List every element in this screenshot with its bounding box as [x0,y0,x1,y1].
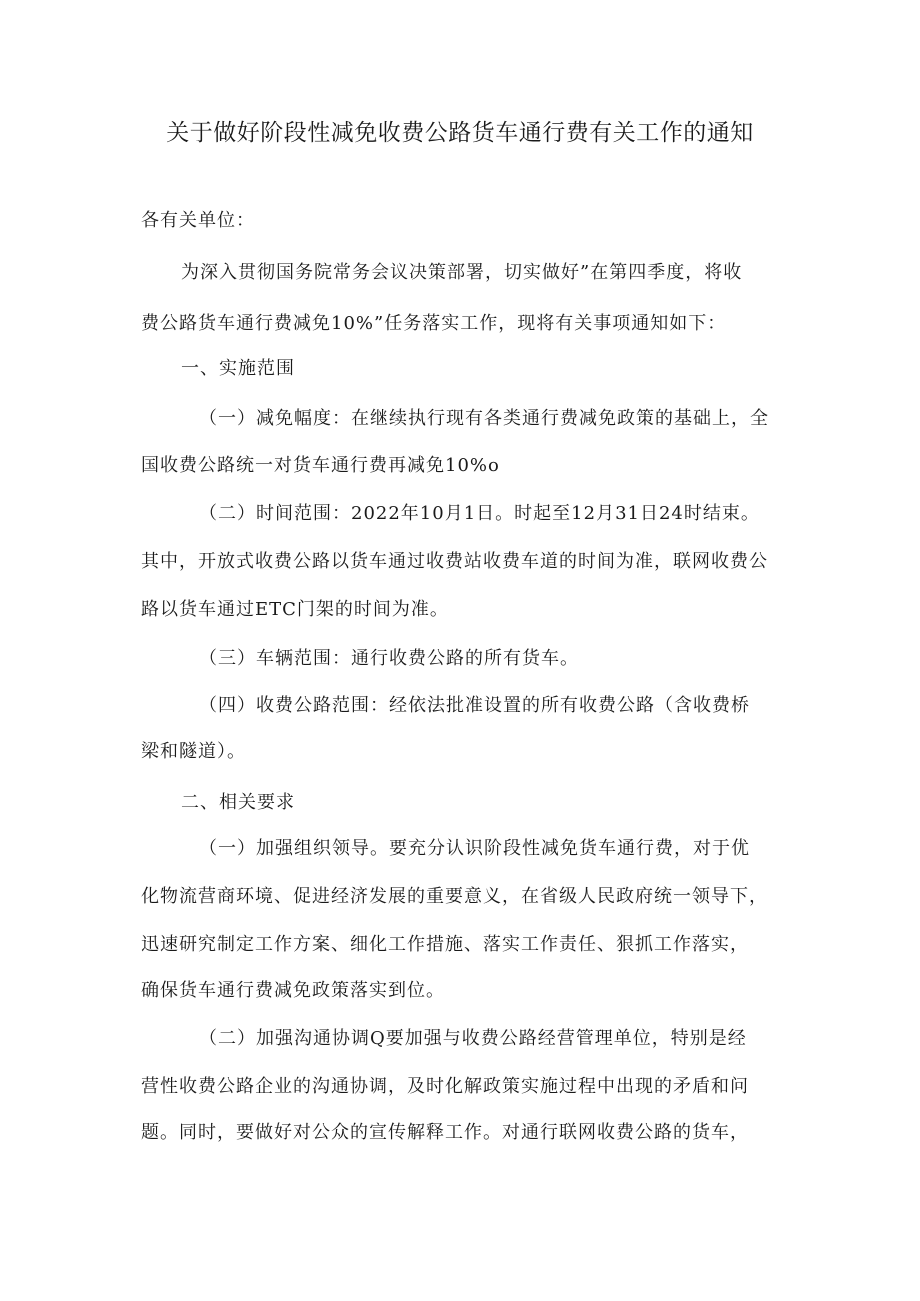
paragraph-line: 费公路货车通行费减免10%”任务落实工作，现将有关事项通知如下： [141,313,727,334]
paragraph-line: （三）车辆范围：通行收费公路的所有货车。 [199,648,579,669]
section-heading: 二、相关要求 [181,792,295,813]
paragraph-line: 为深入贯彻国务院常务会议决策部署，切实做好”在第四季度，将收 [181,262,743,283]
paragraph-line: 梁和隧道）。 [141,741,246,762]
paragraph-line: 营性收费公路企业的沟通协调，及时化解政策实施过程中出现的矛盾和问 [141,1076,749,1097]
paragraph-line: （四）收费公路范围：经依法批准设置的所有收费公路（含收费桥 [199,695,750,716]
paragraph-line: （一）减免幅度：在继续执行现有各类通行费减免政策的基础上，全 [199,408,769,429]
document-title: 关于做好阶段性减免收费公路货车通行费有关工作的通知 [166,120,754,146]
paragraph-line: 确保货车通行费减免政策落实到位。 [141,980,445,1001]
paragraph-line: 化物流营商环境、促进经济发展的重要意义，在省级人民政府统一领导下， [141,886,768,907]
section-heading: 一、实施范围 [181,358,295,379]
salutation: 各有关单位： [141,210,255,231]
paragraph-line: 国收费公路统一对货车通行费再减免10%o [141,455,500,476]
paragraph-line: （一）加强组织领导。要充分认识阶段性减免货车通行费，对于优 [199,838,750,859]
paragraph-line: （二）时间范围：2022年10月1日。时起至12月31日24时结束。 [199,503,760,524]
paragraph-line: 路以货车通过ETC门架的时间为准。 [141,599,449,620]
paragraph-line: 迅速研究制定工作方案、细化工作措施、落实工作责任、狠抓工作落实， [141,934,749,955]
paragraph-line: （二）加强沟通协调Q要加强与收费公路经营管理单位，特别是经 [199,1028,747,1049]
paragraph-line: 其中，开放式收费公路以货车通过收费站收费车道的时间为准，联网收费公 [141,551,768,572]
paragraph-line: 题。同时，要做好对公众的宣传解释工作。对通行联网收费公路的货车， [141,1122,749,1143]
